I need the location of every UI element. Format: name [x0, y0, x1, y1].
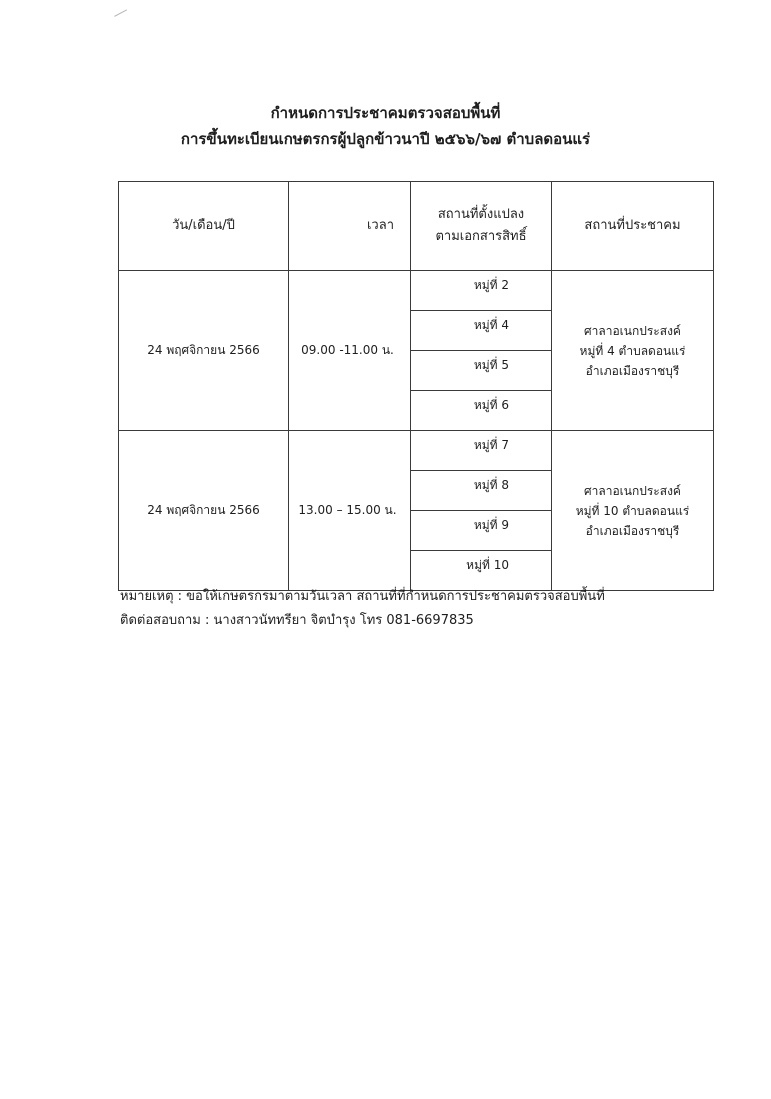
session-2-venue-line-2: หมู่ที่ 10 ตำบลดอนแร่	[575, 503, 690, 518]
header-time: เวลา	[289, 182, 411, 271]
session-1-village-2: หมู่ที่ 4	[411, 311, 552, 351]
session-2-time: 13.00 – 15.00 น.	[289, 431, 411, 591]
contact-text: ติดต่อสอบถาม : นางสาวนัททรียา จิตบำรุง โทร 081-6697835	[120, 613, 474, 628]
header-date: วัน/เดือน/ปี	[119, 182, 289, 271]
header-plot-line-1: สถานที่ตั้งแปลง	[437, 207, 525, 222]
session-1-venue	[552, 271, 714, 431]
table-header-row	[119, 182, 714, 271]
document-title	[0, 100, 771, 152]
header-venue: สถานที่ประชาคม	[552, 182, 714, 271]
session-2-venue-line-1: ศาลาอเนกประสงค์	[584, 483, 681, 498]
session-2-village-2: หมู่ที่ 8	[411, 471, 552, 511]
session-2-village-4: หมู่ที่ 10	[411, 551, 552, 591]
schedule-table	[118, 181, 714, 591]
session-1-venue-line-2: หมู่ที่ 4 ตำบลดอนแร่	[579, 343, 686, 358]
session-2-date: 24 พฤศจิกายน 2566	[119, 431, 289, 591]
notes-section	[120, 585, 605, 633]
session-2-village-3: หมู่ที่ 9	[411, 511, 552, 551]
session-1-venue-line-3: อำเภอเมืองราชบุรี	[585, 363, 680, 378]
session-1-venue-line-1: ศาลาอเนกประสงค์	[584, 323, 681, 338]
header-plot-location	[411, 182, 552, 271]
header-plot-line-2: ตามเอกสารสิทธิ์	[435, 229, 527, 244]
remark-text: หมายเหตุ : ขอให้เกษตรกรมาตามวันเวลา สถานที่ที่กำหนดการประชาคมตรวจสอบพื้นที่	[120, 589, 605, 604]
table-row	[119, 271, 714, 311]
session-1-time: 09.00 -11.00 น.	[289, 271, 411, 431]
session-1-village-4: หมู่ที่ 6	[411, 391, 552, 431]
session-1-date: 24 พฤศจิกายน 2566	[119, 271, 289, 431]
table-row	[119, 431, 714, 471]
session-2-venue-line-3: อำเภอเมืองราชบุรี	[585, 523, 680, 538]
session-1-village-1: หมู่ที่ 2	[411, 271, 552, 311]
session-2-venue	[552, 431, 714, 591]
title-line-1: กำหนดการประชาคมตรวจสอบพื้นที่	[270, 104, 501, 122]
title-line-2: การขึ้นทะเบียนเกษตรกรผู้ปลูกข้าวนาปี ๒๕๖๖/๖๗ ตำบลดอนแร่	[180, 130, 591, 148]
session-2-village-1: หมู่ที่ 7	[411, 431, 552, 471]
scan-artifact-mark	[114, 9, 132, 25]
session-1-village-3: หมู่ที่ 5	[411, 351, 552, 391]
